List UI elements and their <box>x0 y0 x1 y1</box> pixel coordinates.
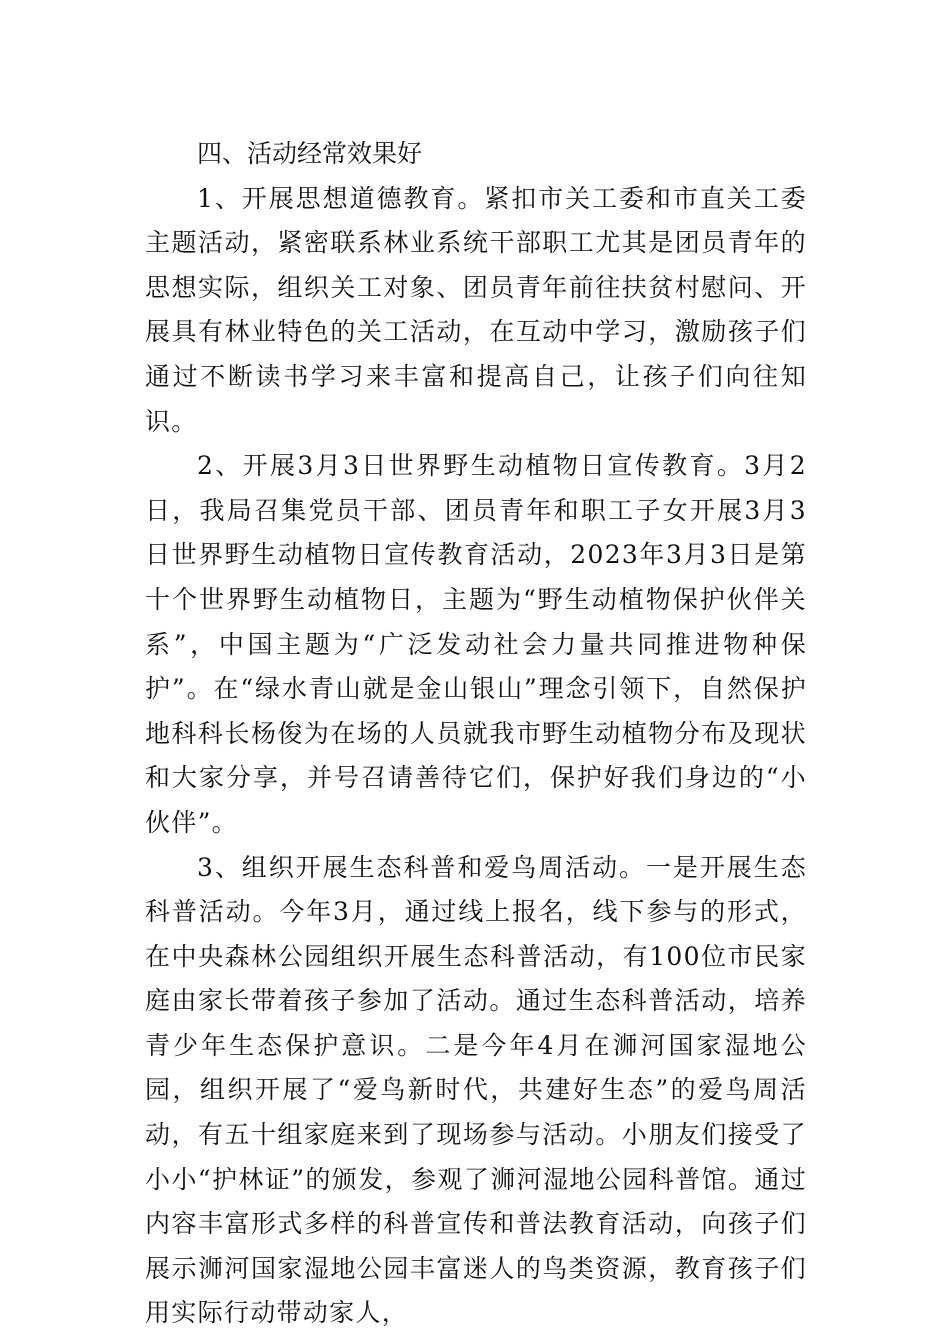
section-heading: 四、活动经常效果好 <box>197 139 423 168</box>
paragraph-ideological-education: 1、开展思想道德教育。紧扣市关工委和市直关工委主题活动，紧密联系林业系统干部职工尤其是团员青年的思想实际，组织关工对象、团员青年前往扶贫村慰问、开展具有林业特色的关工活动，在互动中学习，激励孩子们通过不断读书学习来丰富和提高自己，让孩子们向往知识。 <box>145 183 807 436</box>
document-page <box>145 132 807 1336</box>
paragraph-eco-science-bird-week: 3、组织开展生态科普和爱鸟周活动。一是开展生态科普活动。今年3月，通过线上报名，线下参与的形式，在中央森林公园组织开展生态科普活动，有100位市民家庭由家长带着孩子参加了活动。通过生态科普活动，培养青少年生态保护意识。二是今年4月在浉河国家湿地公园，组织开展了“爱鸟新时代，共建好生态”的爱鸟周活动，有五十组家庭来到了现场参与活动。小朋友们接受了小小“护林证”的颁发，参观了浉河湿地公园科普馆。通过内容丰富形式多样的科普宣传和普法教育活动，向孩子们展示浉河国家湿地公园丰富迷人的鸟类资源，教育孩子们用实际行动带动家人， <box>145 852 807 1328</box>
paragraph-wildlife-day: 2、开展3月3日世界野生动植物日宣传教育。3月2日，我局召集党员干部、团员青年和职工子女开展3月3日世界野生动植物日宣传教育活动，2023年3月3日是第十个世界野生动植物日，主题为“野生动植物保护伙伴关系”，中国主题为“广泛发动社会力量共同推进物种保护”。在“绿水青山就是金山银山”理念引领下，自然保护地科科长杨俊为在场的人员就我市野生动植物分布及现状和大家分享，并号召请善待它们，保护好我们身边的“小伙伴”。 <box>145 451 807 837</box>
